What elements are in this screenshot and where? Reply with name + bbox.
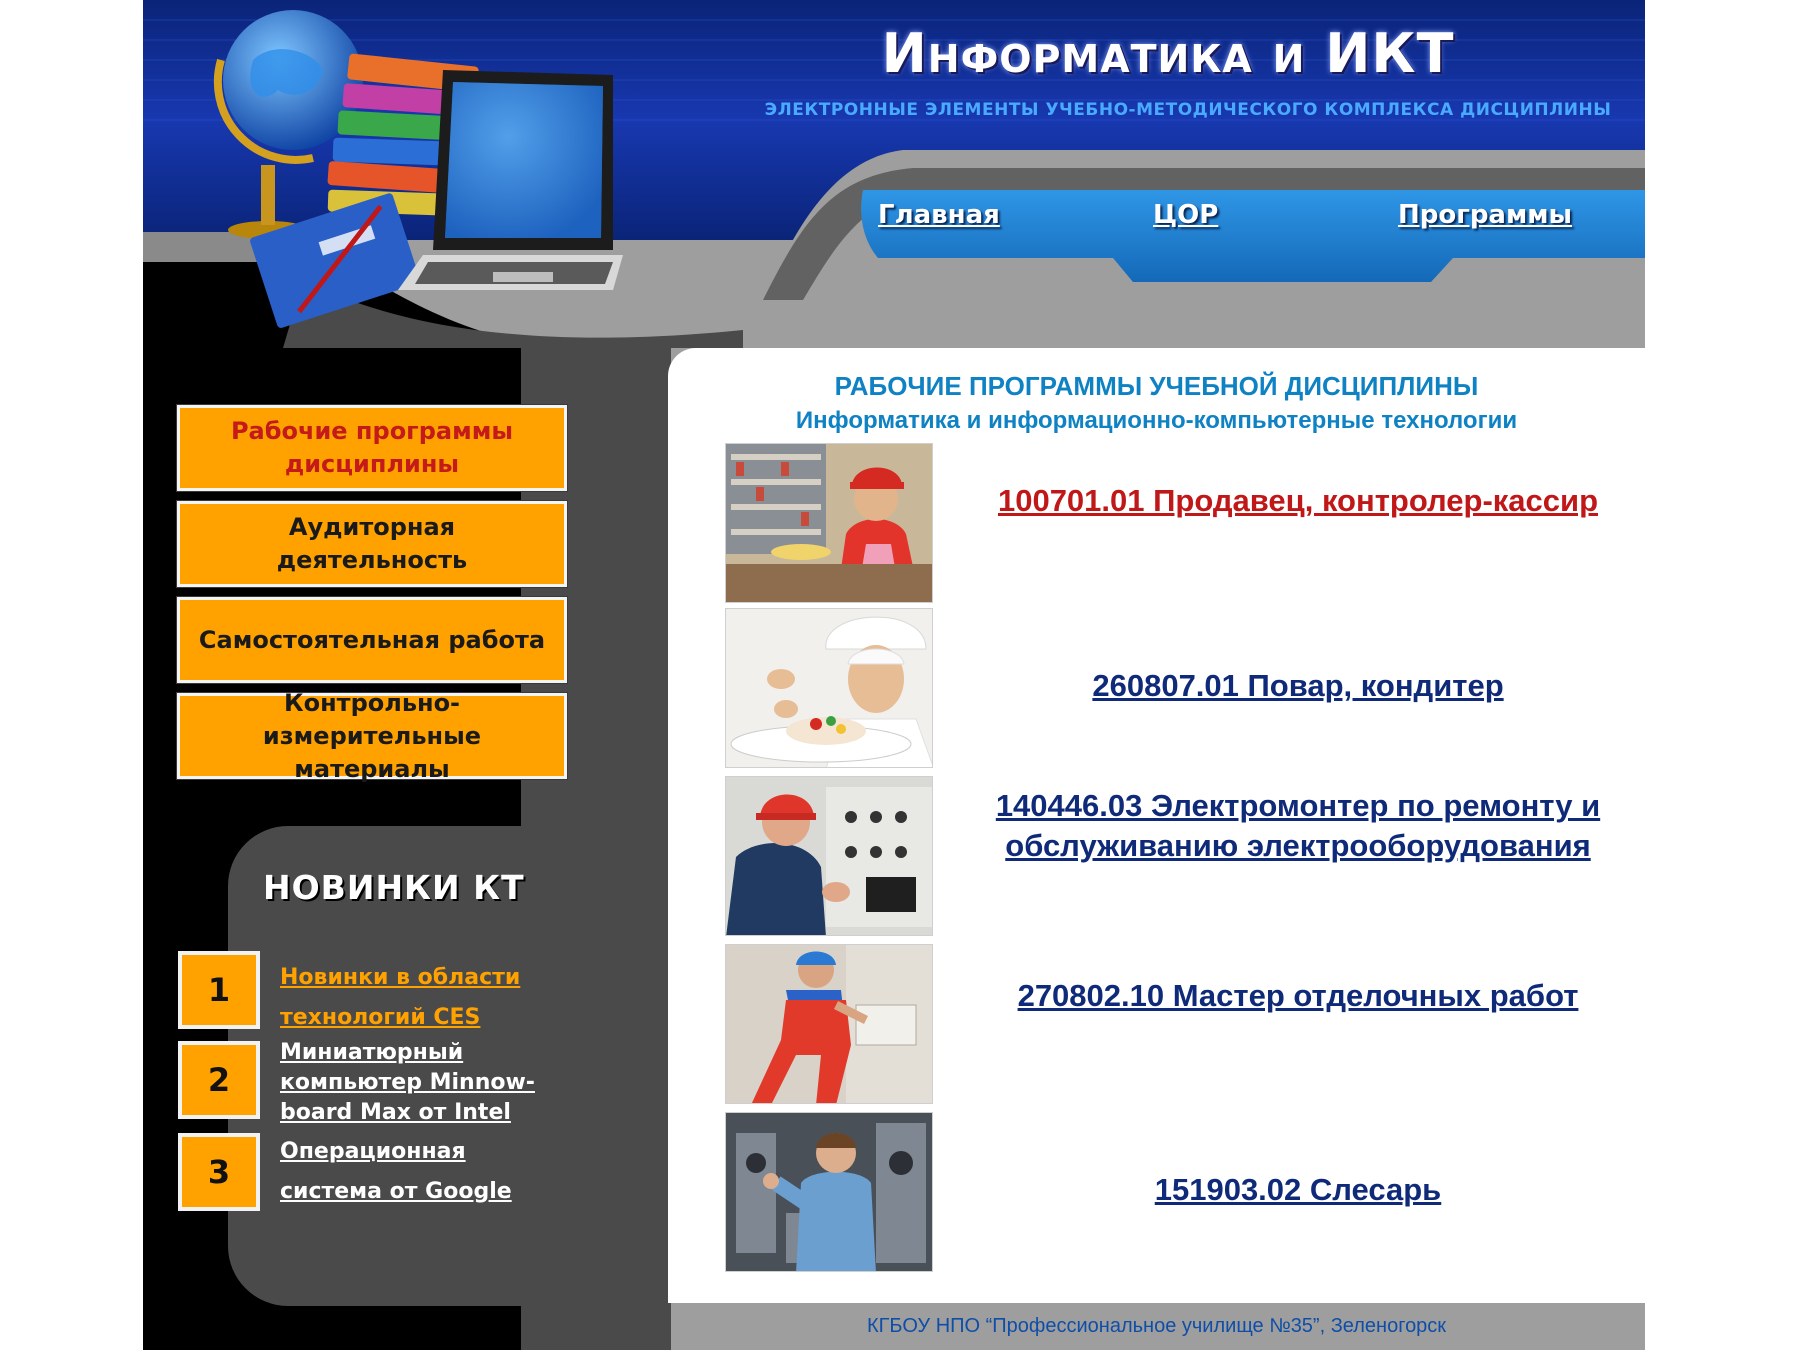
program-link-cook[interactable]: 260807.01 Повар, кондитер [1092, 668, 1504, 703]
program-row [668, 1112, 1645, 1272]
photo-electrician [725, 776, 933, 936]
content-subtitle: Информатика и информационно-компьютерные технологии [795, 407, 1518, 434]
program-row [668, 776, 1645, 936]
program-row [668, 608, 1645, 768]
program-row [668, 443, 1645, 603]
content-title: РАБОЧИЕ ПРОГРАММЫ УЧЕБНОЙ ДИСЦИПЛИНЫ [834, 371, 1479, 401]
news-link-minnowboard[interactable]: Миниатюрный компьютер Minnow-board Max от Intel [280, 1040, 535, 1125]
photo-cook [725, 608, 933, 768]
content-heading [668, 368, 1645, 438]
program-link-seller[interactable]: 100701.01 Продавец, контролер-кассир [997, 483, 1599, 518]
site-subtitle: ЭЛЕКТРОННЫЕ ЭЛЕМЕНТЫ УЧЕБНО-МЕТОДИЧЕСКОГО КОМПЛЕКСА ДИСЦИПЛИНЫ [764, 100, 1612, 120]
menu-item-assessment-materials[interactable]: Контрольно-измерительные материалы [177, 693, 567, 779]
site-container [143, 0, 1645, 1350]
news-number-badge: 1 [178, 951, 260, 1029]
news-number-badge: 3 [178, 1133, 260, 1211]
nav-link-cor[interactable]: ЦОР [1153, 200, 1219, 230]
news-link-google-os[interactable]: Операционная система от Google [280, 1139, 512, 1204]
header [143, 0, 1645, 348]
news-panel [207, 826, 671, 1306]
nav-link-programs[interactable]: Программы [1398, 200, 1572, 230]
program-link-electrician[interactable]: 140446.03 Электромонтер по ремонту и обслуживанию электрооборудования [995, 788, 1601, 863]
nav-link-home[interactable]: Главная [878, 200, 1000, 230]
news-number-badge: 2 [178, 1041, 260, 1119]
program-link-locksmith[interactable]: 151903.02 Слесарь [1154, 1172, 1442, 1207]
photo-finisher [725, 944, 933, 1104]
top-nav [878, 200, 1618, 250]
news-title: НОВИНКИ КТ [263, 868, 525, 907]
menu-item-work-programs[interactable]: Рабочие программы дисциплины [177, 405, 567, 491]
sidebar-menu [177, 405, 567, 789]
photo-seller [725, 443, 933, 603]
left-sidebar [143, 348, 671, 1350]
program-link-finisher[interactable]: 270802.10 Мастер отделочных работ [1017, 978, 1579, 1013]
news-link-ces[interactable]: Новинки в области технологий CES [280, 965, 521, 1030]
content-area [668, 348, 1645, 1303]
site-title: Информатика и ИКТ [881, 22, 1455, 85]
footer: КГБОУ НПО “Профессиональное училище №35”, Зеленогорск [866, 1315, 1447, 1337]
menu-item-classroom-activity[interactable]: Аудиторная деятельность [177, 501, 567, 587]
menu-item-independent-work[interactable]: Самостоятельная работа [177, 597, 567, 683]
photo-locksmith [725, 1112, 933, 1272]
program-row [668, 944, 1645, 1104]
